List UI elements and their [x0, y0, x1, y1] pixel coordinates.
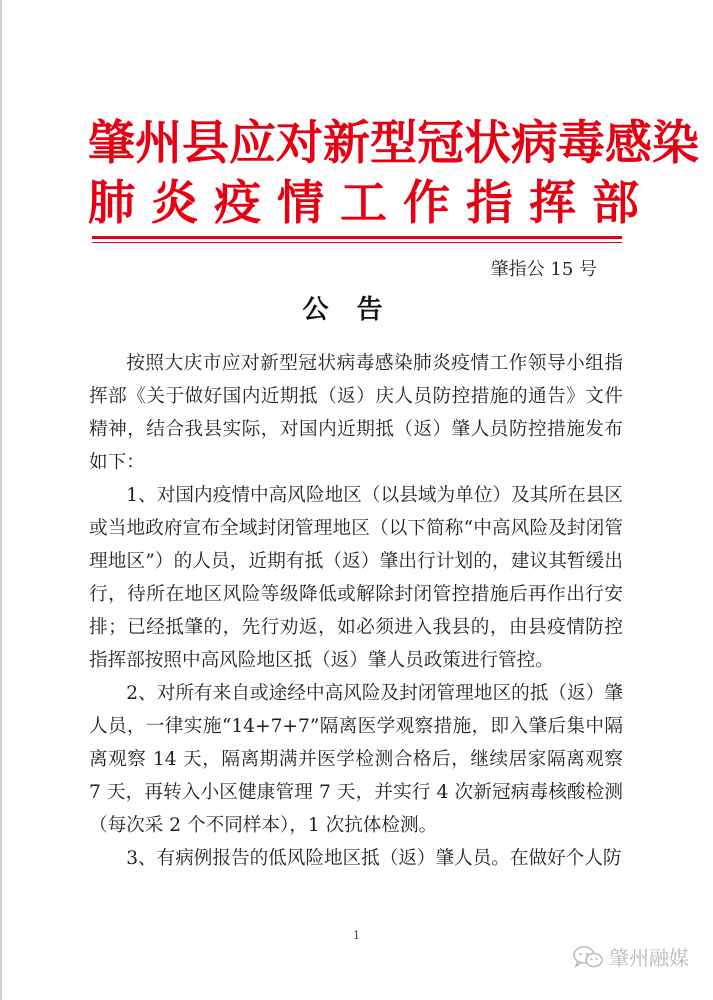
document-number: 肇指公 15 号 [490, 259, 597, 280]
issuer-header-line-2: 肺炎疫情工作指挥部 [88, 176, 655, 231]
paragraph-item-3: 3、有病例报告的低风险地区抵（返）肇人员。在做好个人防 [126, 848, 622, 869]
watermark-text: 肇州融媒 [609, 946, 689, 970]
issuer-header-line-1: 肇州县应对新型冠状病毒感染 [88, 116, 699, 171]
wechat-icon [573, 945, 603, 969]
page-number: 1 [353, 929, 360, 942]
source-watermark [573, 942, 689, 971]
red-divider-thick [92, 236, 622, 239]
notice-title: 公告 [302, 295, 411, 325]
document-body [89, 347, 623, 875]
paragraph-intro: 按照大庆市应对新型冠状病毒感染肺炎疫情工作领导小组指挥部《关于做好国内近期抵（返）庆人员防控措施的通告》文件精神，结合我县实际，对国内近期抵（返）肇人员防控措施发布如下： [89, 353, 623, 473]
page-edge [0, 0, 2, 1000]
red-divider-thin [92, 242, 622, 243]
paragraph-item-2: 2、对所有来自或途经中高风险及封闭管理地区的抵（返）肇人员，一律实施“14+7+7”隔离医学观察措施，即入肇后集中隔离观察 14 天，隔离期满并医学检测合格后，继续居家隔离观察 7 天，再转入小区健康管理 7 天，并实行 4 次新冠病毒核酸检测（每次采 2 个不同样本），1 次抗体检测。 [89, 683, 623, 836]
paragraph-item-1: 1、对国内疫情中高风险地区（以县域为单位）及其所在县区或当地政府宣布全域封闭管理地区（以下简称“中高风险及封闭管理地区”）的人员，近期有抵（返）肇出行计划的，建议其暂缓出行，待所在地区风险等级降低或解除封闭管控措施后再作出行安排；已经抵肇的，先行劝返，如必须进入我县的，由县疫情防控指挥部按照中高风险地区抵（返）肇人员政策进行管控。 [89, 485, 623, 671]
